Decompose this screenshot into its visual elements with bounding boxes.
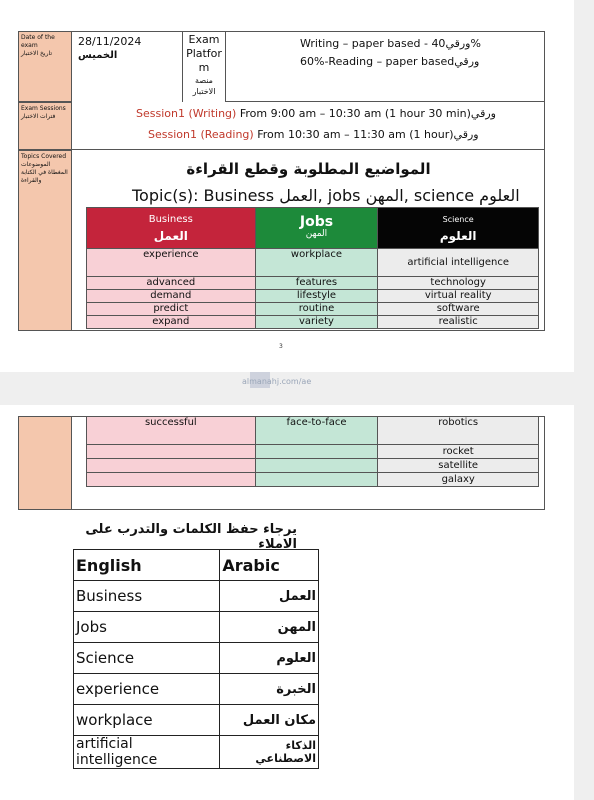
vocabulary-table xyxy=(73,549,319,769)
vocab-arabic: المهن xyxy=(220,612,319,643)
table-row xyxy=(74,612,319,643)
table-row xyxy=(87,316,539,329)
table-row xyxy=(74,581,319,612)
table-cell: rocket xyxy=(378,445,539,459)
table-row xyxy=(87,417,539,445)
column-jobs xyxy=(255,208,378,249)
column-science-ar: العلوم xyxy=(439,229,477,243)
table-cell: routine xyxy=(255,303,378,316)
sessions-label-ar: فترات الاختبار xyxy=(21,113,56,120)
topics-line: Topic(s): Business العمل, jobs المهن, science العلوم xyxy=(132,186,520,205)
table-cell xyxy=(255,445,378,459)
topic-words-table-continued xyxy=(86,416,539,487)
table-row xyxy=(87,459,539,473)
vocab-arabic: مكان العمل xyxy=(220,705,319,736)
date-label-en: Date of the exam xyxy=(21,34,55,49)
sessions-label-cell xyxy=(18,102,72,150)
table-cell: software xyxy=(378,303,539,316)
table-cell: satellite xyxy=(378,459,539,473)
table-cell: demand xyxy=(87,290,256,303)
table-row xyxy=(74,674,319,705)
topics-title-ar: المواضيع المطلوبة وقطع القراءة xyxy=(186,160,431,178)
table-row xyxy=(87,303,539,316)
vocabulary-header-row xyxy=(74,550,319,581)
table-cell xyxy=(255,473,378,487)
table-row xyxy=(87,473,539,487)
table-row xyxy=(87,290,539,303)
topics-label-en: Topics Covered xyxy=(21,153,67,160)
table-cell: face-to-face xyxy=(255,417,378,445)
vocab-english: Business xyxy=(74,581,220,612)
table-cell: successful xyxy=(87,417,256,445)
vocab-english: workplace xyxy=(74,705,220,736)
table-cell: advanced xyxy=(87,277,256,290)
column-jobs-ar: المهن xyxy=(305,229,328,239)
table-cell: artificial intelligence xyxy=(378,249,539,277)
table-cell xyxy=(87,459,256,473)
weight-line-1: Writing – paper based - ورقي40% xyxy=(300,37,481,50)
column-science-en: Science xyxy=(442,215,474,224)
platform-en: Exam Platfor m xyxy=(186,33,222,74)
table-row xyxy=(74,643,319,674)
table-cell: technology xyxy=(378,277,539,290)
column-business-en: Business xyxy=(148,214,193,225)
column-business xyxy=(87,208,256,249)
spelling-instruction: يرجاء حفظ الكلمات والتدرب على الاملاء xyxy=(85,522,297,552)
table-row xyxy=(74,705,319,736)
vocab-english: experience xyxy=(74,674,220,705)
topics-heading xyxy=(72,150,545,207)
table-row xyxy=(87,445,539,459)
sessions-label-en: Exam Sessions xyxy=(21,105,66,112)
vocab-arabic: العلوم xyxy=(220,643,319,674)
table-cell xyxy=(87,445,256,459)
vocab-english: Science xyxy=(74,643,220,674)
table-cell: expand xyxy=(87,316,256,329)
table-cell: experience xyxy=(87,249,256,277)
table-row xyxy=(87,277,539,290)
session-writing-label: Session1 (Writing) xyxy=(136,107,237,120)
table-cell: workplace xyxy=(255,249,378,277)
continuation-label-cell xyxy=(18,416,72,510)
date-value: 28/11/2024 xyxy=(78,35,142,48)
table-cell: robotics xyxy=(378,417,539,445)
sessions-cell xyxy=(72,102,545,150)
date-cell xyxy=(72,31,182,102)
platform-ar: منصة الاختبار xyxy=(192,76,216,96)
watermark-text: almanahj.com/ae xyxy=(242,377,312,386)
table-cell: galaxy xyxy=(378,473,539,487)
topics-label-cell xyxy=(18,150,72,331)
column-science xyxy=(378,208,539,249)
column-jobs-en: Jobs xyxy=(299,214,334,230)
session-reading xyxy=(148,128,479,141)
vocab-english: Jobs xyxy=(74,612,220,643)
session-writing-time: From 9:00 am – 10:30 am (1 hour 30 min)ورقي xyxy=(239,107,496,120)
table-cell: variety xyxy=(255,316,378,329)
page-number: 3 xyxy=(279,343,283,350)
column-business-ar: العمل xyxy=(153,229,188,243)
topic-words-table xyxy=(86,207,539,329)
date-day: الخميس xyxy=(78,50,118,61)
platform-cell xyxy=(182,31,226,102)
vocabulary-header-arabic: Arabic xyxy=(220,550,319,581)
session-writing xyxy=(136,107,496,120)
table-cell: features xyxy=(255,277,378,290)
session-reading-label: Session1 (Reading) xyxy=(148,128,254,141)
vocab-arabic: الخبرة xyxy=(220,674,319,705)
table-row xyxy=(87,249,539,277)
table-cell: virtual reality xyxy=(378,290,539,303)
topics-label-ar: الموضوعات المغطاة في الكتابة والقراءة xyxy=(21,161,68,184)
date-label-cell xyxy=(18,31,72,102)
table-cell xyxy=(255,459,378,473)
vocab-english: artificial intelligence xyxy=(74,736,220,769)
session-reading-time: From 10:30 am – 11:30 am (1 hour)ورقي xyxy=(257,128,479,141)
table-cell: lifestyle xyxy=(255,290,378,303)
table-row xyxy=(74,736,319,769)
table-cell: realistic xyxy=(378,316,539,329)
topic-table-header xyxy=(87,208,539,249)
weight-line-2: 60%-Reading – paper basedورقي xyxy=(300,55,480,68)
table-cell xyxy=(87,473,256,487)
vocab-arabic: الذكاء الاصطناعي xyxy=(220,736,319,769)
vocabulary-header-english: English xyxy=(74,550,220,581)
weighting-cell xyxy=(226,31,545,102)
table-cell: predict xyxy=(87,303,256,316)
vocab-arabic: العمل xyxy=(220,581,319,612)
date-label-ar: تاريخ الاختبار xyxy=(21,50,52,57)
